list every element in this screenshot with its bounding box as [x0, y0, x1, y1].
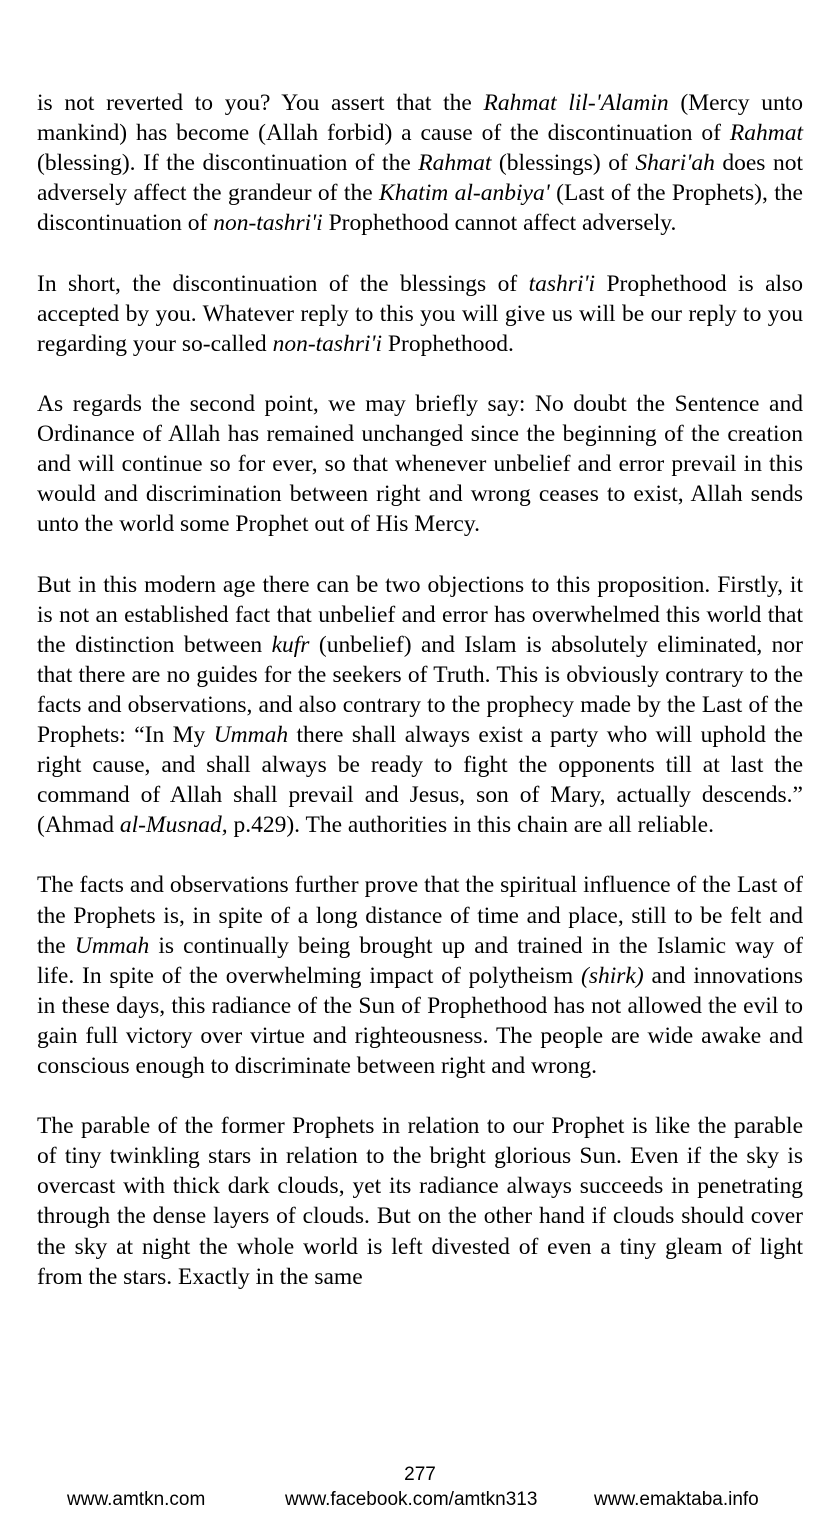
text-segment: Prophethood is also accepted by you. Whatever reply to this you will give us will be our reply to you regarding your so-called — [37, 270, 803, 357]
text-segment: The facts and observations further prove that the spiritual influence of the Last of the Prophets is, in spite of a long distance of time and place, still to be felt and the — [37, 872, 803, 959]
paragraph — [37, 570, 803, 841]
text-segment: (Mercy unto mankind) has become (Allah forbid) a cause of the discontinuation of — [37, 90, 803, 147]
italic-term: Rahmat lil-'Alamin — [483, 90, 669, 116]
footer-link-website[interactable]: www.amtkn.com — [67, 1489, 206, 1510]
italic-term: kufr — [271, 631, 310, 658]
italic-term: Rahmat — [418, 150, 492, 177]
paragraph — [37, 88, 803, 238]
footer-link-emaktaba[interactable]: www.emaktaba.info — [594, 1489, 759, 1510]
italic-term: non-tashri'i — [272, 330, 383, 357]
text-segment: In short, the discontinuation of the blessings of — [37, 270, 529, 297]
paragraph — [37, 269, 803, 359]
text-segment: (blessing). If the discontinuation of the — [37, 150, 419, 177]
italic-term: Rahmat — [729, 120, 803, 147]
italic-term: non-tashri'i — [213, 210, 323, 237]
text-segment: (blessings) of — [491, 150, 636, 177]
italic-term: Ummah — [213, 721, 289, 748]
text-segment: (unbelief) and Islam is absolutely eliminated, nor that there are no guides for the seekers of Truth. This is obviously contrary to the facts and observations, and also contrary to the prophecy made by the Last of the Prophets: “In My — [37, 631, 803, 748]
paragraph — [37, 389, 803, 539]
paragraph — [37, 870, 803, 1081]
italic-term: Khatim al-anbiya' — [379, 180, 550, 207]
text-segment: But in this modern age there can be two objections to this proposition. Firstly, it is not an established fact that unbelief and error has overwhelmed this world that the distinction between — [37, 571, 803, 658]
text-segment: does not adversely affect the grandeur of the — [37, 150, 804, 207]
page-body — [37, 88, 803, 1322]
footer-link-facebook[interactable]: www.facebook.com/amtkn313 — [285, 1489, 538, 1510]
text-segment: is continually being brought up and trained in the Islamic way of life. In spite of the overwhelming impact of polytheism — [37, 932, 803, 989]
italic-term: Shari'ah — [635, 150, 715, 177]
italic-term: (shirk) — [581, 962, 644, 989]
page-number: 277 — [404, 1464, 436, 1485]
paragraph — [37, 1111, 803, 1292]
text-segment: and innovations in these days, this radiance of the Sun of Prophethood has not allowed the evil to gain full victory over virtue and righteousness. The people are wide awake and conscious enough to discriminate between right and wrong. — [37, 962, 803, 1079]
text-segment: As regards the second point, we may briefly say: No doubt the Sentence and Ordinance of Allah has remained unchanged since the beginning of the creation and will continue so for ever, so that whenever unbelief and error prevail in this would and discrimination between right and wrong ceases to exist, Allah sends unto the world some Prophet out of His Mercy. — [37, 390, 803, 538]
text-segment: p.429). The authorities in this chain are all reliable. — [227, 812, 714, 839]
text-segment: The parable of the former Prophets in relation to our Prophet is like the parable of tiny twinkling stars in relation to the bright glorious Sun. Even if the sky is overcast with thick dark clouds, yet its radiance always succeeds in penetrating through the dense layers of clouds. But on the other hand if clouds should cover the sky at night the whole world is left divested of even a tiny gleam of light from the stars. Exactly in the same — [37, 1113, 803, 1290]
italic-term: al-Musnad, — [119, 812, 228, 839]
text-segment: is not reverted to you? You assert that the — [37, 90, 484, 116]
text-segment: there shall always exist a party who will uphold the right cause, and shall always be ready to fight the opponents till at last the command of Allah shall prevail and Jesus, son of Mary, actually descends.” (Ahmad — [37, 721, 803, 839]
text-segment: Prophethood cannot affect adversely. — [322, 210, 677, 237]
text-segment: (Last of the Prophets), the discontinuation of — [37, 180, 803, 237]
text-segment: Prophethood. — [382, 330, 514, 357]
italic-term: tashri'i — [528, 270, 596, 297]
italic-term: Ummah — [74, 932, 150, 959]
